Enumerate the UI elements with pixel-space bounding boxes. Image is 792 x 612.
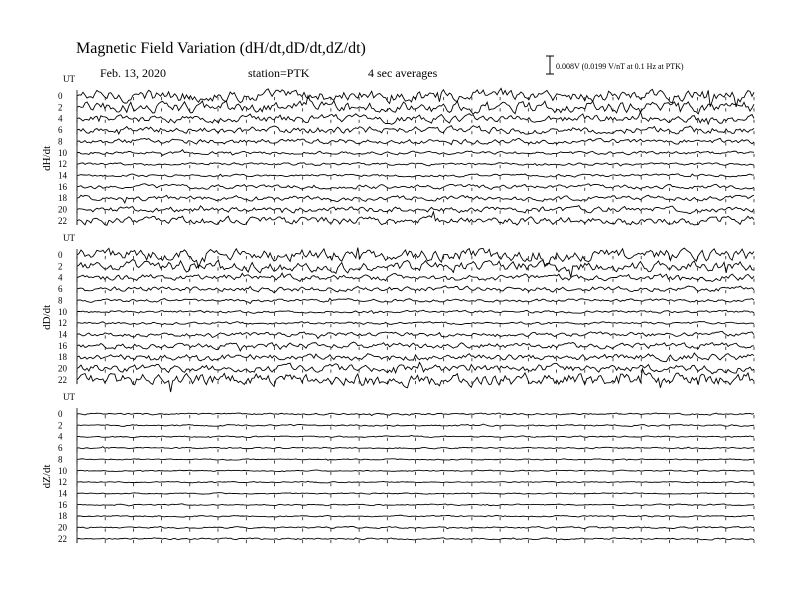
hour-tick-marks — [77, 347, 754, 350]
trace-line — [77, 435, 754, 437]
row-tick-label: 6 — [58, 284, 63, 295]
row-tick-label: 0 — [58, 91, 63, 101]
hour-tick-marks — [77, 494, 754, 497]
row-tick-label: 18 — [58, 352, 67, 363]
hour-tick-marks — [77, 176, 754, 179]
row-tick-label: 6 — [58, 125, 63, 136]
row-tick-label: 20 — [58, 522, 67, 533]
row-tick-label: 22 — [58, 374, 67, 385]
row-tick-label: 14 — [58, 170, 67, 181]
panel-dD-dt — [41, 233, 754, 392]
trace-line — [77, 504, 754, 506]
row-tick-label: 16 — [58, 499, 67, 510]
chart-title: Magnetic Field Variation (dH/dt,dD/dt,dZ/dt) — [76, 40, 366, 57]
row-tick-label: 10 — [58, 147, 67, 158]
row-tick-label: 12 — [58, 477, 67, 488]
hour-tick-marks — [77, 517, 754, 520]
row-tick-label: 10 — [58, 306, 67, 317]
panel-dH-dt — [41, 74, 754, 226]
row-tick-label: 8 — [58, 454, 63, 465]
hour-tick-marks — [77, 540, 754, 543]
hour-tick-marks — [77, 188, 754, 191]
hour-tick-marks — [77, 415, 754, 418]
date-label: Feb. 13, 2020 — [100, 66, 166, 80]
trace-line — [77, 447, 754, 449]
ut-axis-label: UT — [63, 392, 75, 402]
hour-tick-marks — [77, 460, 754, 463]
row-tick-label: 2 — [58, 420, 63, 431]
panel-ylabel: dD/dt — [41, 304, 53, 330]
hour-tick-marks — [77, 483, 754, 486]
row-tick-label: 4 — [58, 272, 63, 283]
scale-label: 0.008V (0.0199 V/nT at 0.1 Hz at PTK) — [556, 62, 684, 71]
hour-tick-marks — [77, 472, 754, 475]
trace-line — [77, 260, 754, 278]
hour-tick-marks — [77, 165, 754, 168]
trace-line — [77, 470, 754, 472]
row-tick-label: 18 — [58, 193, 67, 204]
trace-line — [77, 493, 754, 494]
panel-dZ-dt — [41, 392, 754, 544]
row-tick-label: 4 — [58, 113, 63, 124]
row-tick-label: 12 — [58, 318, 67, 329]
trace-line — [77, 459, 754, 460]
hour-tick-marks — [77, 426, 754, 429]
hour-tick-marks — [77, 529, 754, 532]
trace-line — [77, 526, 754, 528]
hour-tick-marks — [77, 324, 754, 327]
row-tick-label: 0 — [58, 409, 63, 419]
row-tick-label: 16 — [58, 340, 67, 351]
trace-line — [77, 481, 754, 483]
hour-tick-marks — [77, 358, 754, 361]
hour-tick-marks — [77, 301, 754, 304]
row-tick-label: 6 — [58, 443, 63, 454]
row-tick-label: 18 — [58, 511, 67, 522]
hour-tick-marks — [77, 506, 754, 509]
row-tick-label: 2 — [58, 102, 63, 113]
hour-tick-marks — [77, 120, 754, 123]
row-tick-label: 16 — [58, 181, 67, 192]
row-tick-label: 4 — [58, 431, 63, 442]
hour-tick-marks — [77, 449, 754, 452]
station-label: station=PTK — [248, 66, 310, 80]
averaging-label: 4 sec averages — [368, 66, 438, 80]
trace-line — [77, 538, 754, 540]
hour-tick-marks — [77, 142, 754, 145]
hour-tick-marks — [77, 154, 754, 157]
ut-axis-label: UT — [63, 233, 75, 243]
row-tick-label: 0 — [58, 250, 63, 260]
row-tick-label: 8 — [58, 295, 63, 306]
hour-tick-marks — [77, 313, 754, 316]
panel-ylabel: dZ/dt — [41, 464, 53, 489]
row-tick-label: 22 — [58, 215, 67, 226]
row-tick-label: 12 — [58, 159, 67, 170]
hour-tick-marks — [77, 222, 754, 225]
scale-bar — [546, 56, 684, 74]
row-tick-label: 22 — [58, 533, 67, 544]
row-tick-label: 10 — [58, 465, 67, 476]
row-tick-label: 2 — [58, 261, 63, 272]
ut-axis-label: UT — [63, 74, 75, 84]
row-tick-label: 20 — [58, 363, 67, 374]
row-tick-label: 20 — [58, 204, 67, 215]
hour-tick-marks — [77, 199, 754, 202]
hour-tick-marks — [77, 131, 754, 134]
trace-line — [77, 515, 754, 517]
hour-tick-marks — [77, 279, 754, 282]
row-tick-label: 14 — [58, 488, 67, 499]
trace-line — [77, 424, 754, 426]
panel-ylabel: dH/dt — [41, 145, 53, 171]
hour-tick-marks — [77, 438, 754, 441]
row-tick-label: 8 — [58, 136, 63, 147]
row-tick-label: 14 — [58, 329, 67, 340]
